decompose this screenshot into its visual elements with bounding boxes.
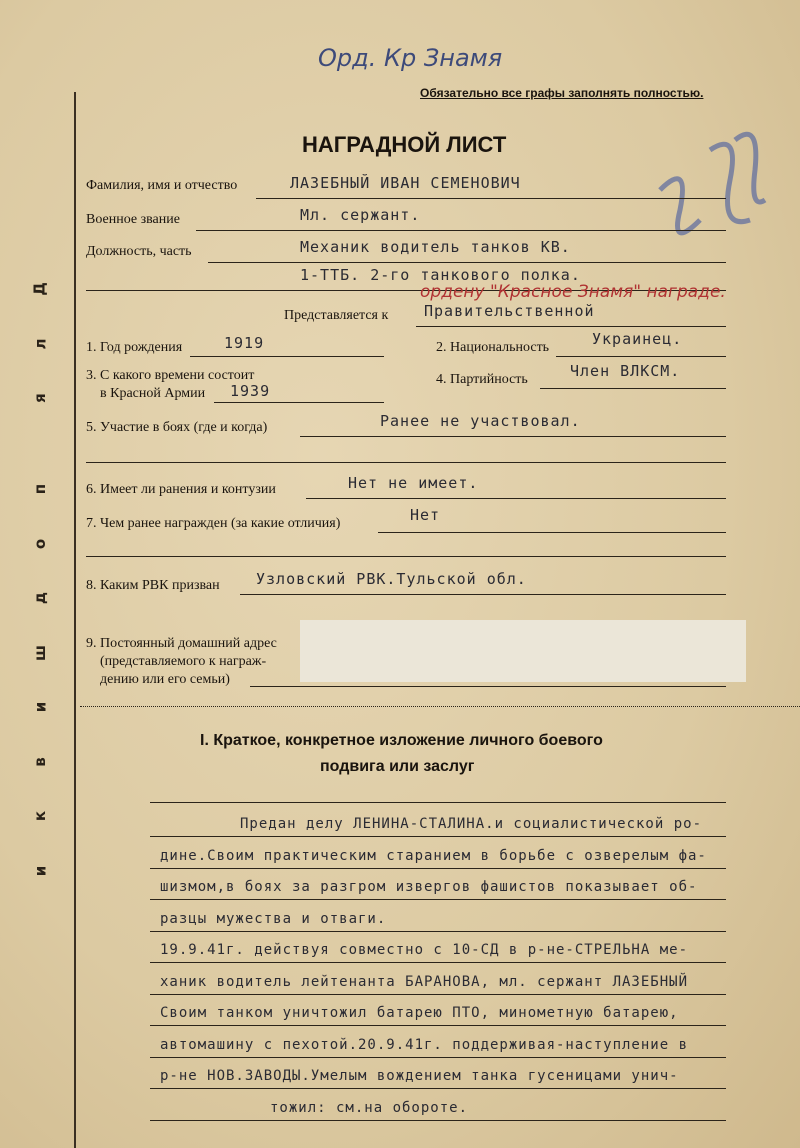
page-title: НАГРАДНОЙ ЛИСТ [302, 132, 507, 157]
description-line: разцы мужества и отваги. [160, 910, 387, 927]
nominated-label: Представляется к [284, 308, 389, 323]
side-letter: л [31, 338, 49, 350]
section-title-2: подвига или заслуг [320, 758, 475, 775]
birth-year-label: 1. Год рождения [86, 340, 183, 355]
army-since-label: 3. С какого времени состоит [86, 368, 255, 383]
margin-line [74, 92, 76, 1148]
rank-label: Военное звание [86, 212, 180, 227]
nominated-handwritten: ордену "Красное Знамя" награде. [420, 282, 726, 302]
rank-value: Мл. сержант. [300, 206, 421, 224]
battles-value: Ранее не участвовал. [380, 412, 581, 430]
rvk-label: 8. Каким РВК призван [86, 578, 220, 593]
party-label: 4. Партийность [436, 372, 528, 387]
handwritten-header: Орд. Кр Знамя [318, 44, 503, 72]
description-line: тожил: см.на обороте. [270, 1099, 469, 1116]
handwritten-number [650, 120, 770, 260]
description-line: дине.Своим практическим старанием в борьбе с озверелым фа- [160, 847, 707, 864]
rvk-value: Узловский РВК.Тульской обл. [256, 570, 527, 588]
side-letter: и [30, 701, 49, 713]
wounds-label: 6. Имеет ли ранения и контузии [86, 482, 276, 497]
army-since-label-2: в Красной Армии [100, 386, 206, 401]
side-label [20, 280, 60, 880]
description-line: р-не НОВ.ЗАВОДЫ.Умелым вождением танка гусеницами унич- [160, 1068, 679, 1084]
nationality-value: Украинец. [592, 330, 683, 348]
nationality-label: 2. Национальность [436, 340, 550, 355]
name-value: ЛАЗЕБНЫЙ ИВАН СЕМЕНОВИЧ [290, 174, 521, 192]
nominated-value: Правительственной [424, 302, 595, 320]
address-label-3: дению или его семьи) [100, 672, 230, 687]
description-line: ханик водитель лейтенанта БАРАНОВА, мл. сержант ЛАЗЕБНЫЙ [160, 973, 689, 990]
side-letter: п [31, 483, 49, 495]
battles-label: 5. Участие в боях (где и когда) [86, 420, 268, 435]
party-value: Член ВЛКСМ. [570, 362, 681, 380]
description-line: Предан делу ЛЕНИНА-СТАЛИНА.и социалистической ро- [240, 816, 703, 832]
description-line: Своим танком уничтожил батарею ПТО, минометную батарею, [160, 1005, 679, 1021]
position-value-2: 1-ТТБ. 2-го танкового полка. [300, 266, 581, 284]
side-letter: о [31, 538, 49, 549]
birth-year-value: 1919 [224, 334, 265, 352]
side-letter: Д [30, 282, 49, 296]
position-label: Должность, часть [86, 244, 192, 259]
section-title: I. Краткое, конкретное изложение личного боевого [200, 732, 603, 749]
redaction-box [300, 620, 746, 682]
awards-label: 7. Чем ранее награжден (за какие отличия) [86, 516, 341, 531]
wounds-value: Нет не имеет. [348, 474, 479, 492]
address-label-2: (представляемого к награж- [100, 654, 267, 669]
side-letter: ш [31, 644, 49, 661]
side-letter: д [31, 592, 49, 605]
awards-value: Нет [410, 506, 441, 524]
instruction-text: Обязательно все графы заполнять полностью. [420, 86, 704, 100]
description-line: 19.9.41г. действуя совместно с 10-СД в р-не-СТРЕЛЬНА ме- [160, 942, 689, 958]
address-label: 9. Постоянный домашний адрес [86, 636, 277, 651]
position-value: Механик водитель танков КВ. [300, 238, 571, 256]
side-letter: к [31, 811, 49, 822]
army-since-value: 1939 [230, 382, 271, 400]
name-label: Фамилия, имя и отчество [86, 178, 238, 193]
description-line: автомашину с пехотой.20.9.41г. поддерживая-наступление в [160, 1036, 689, 1053]
side-letter: я [30, 393, 49, 403]
side-letter: в [31, 757, 49, 767]
description-line: шизмом,в боях за разгром извергов фашистов показывает об- [160, 879, 698, 895]
side-letter: и [30, 865, 49, 877]
